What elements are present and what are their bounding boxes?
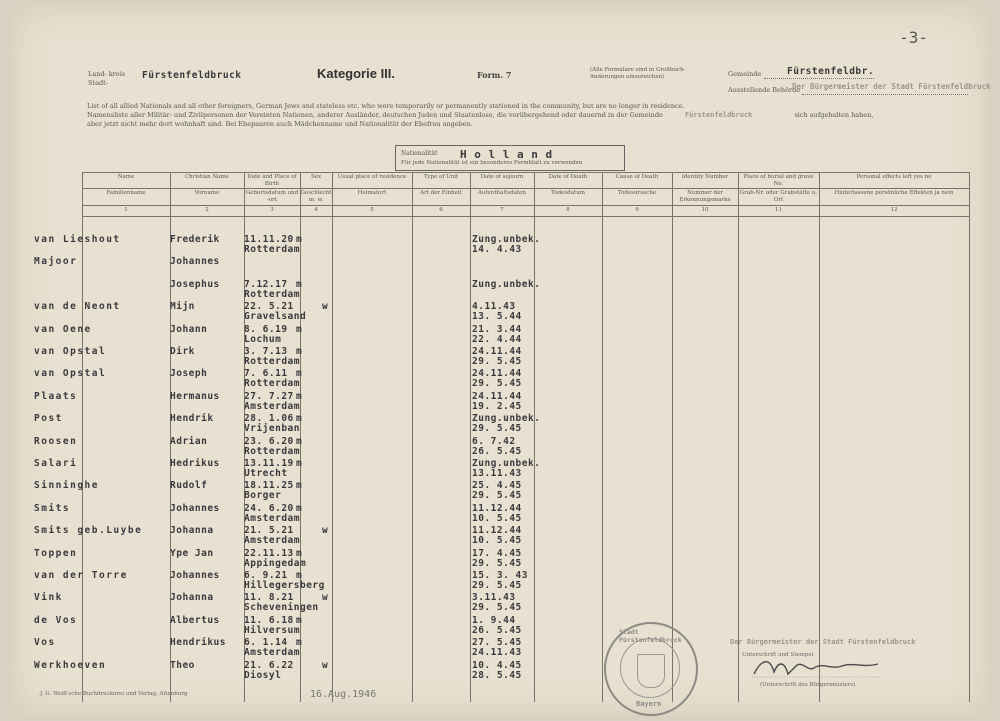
date-stamp: 16.Aug.1946	[310, 689, 377, 700]
column-header-de: Todesursache	[617, 190, 657, 196]
row-sojourn-to: 13. 5.44	[472, 311, 522, 323]
handwritten-signature	[752, 656, 882, 680]
row-sojourn-from: 27. 5.45	[472, 637, 522, 649]
row-first-name: Theo	[170, 659, 195, 671]
row-first-name: Albertus	[170, 614, 220, 626]
table-column-divider	[534, 172, 535, 702]
row-sex: m	[296, 368, 303, 380]
column-header-de: Aufenthaltsdaten	[478, 190, 526, 196]
table-column-divider	[332, 172, 333, 702]
column-header-en: Personal effects left yes no	[856, 174, 932, 180]
row-sojourn-from: Zung.unbek.	[472, 413, 541, 425]
row-sojourn-to: 10. 5.45	[472, 512, 522, 524]
column-header-de: Grab-Nr. oder Grabstätte u. Ort	[739, 190, 818, 203]
nationality-box	[395, 145, 625, 171]
row-family-name: Toppen	[34, 547, 78, 559]
row-sojourn-from: 15. 3. 43	[472, 570, 528, 581]
row-sojourn-from: Zung.unbek.	[472, 234, 541, 245]
form-title: Kategorie III.	[317, 66, 396, 81]
row-family-name: van de Neont	[34, 301, 121, 313]
form-note-1: (Alle Formulare sind in Großbuch-	[590, 67, 686, 73]
row-birth-date: 7.12.17	[244, 278, 288, 290]
row-first-name: Hendrik	[170, 413, 214, 425]
row-sojourn-to: 29. 5.45	[472, 602, 522, 614]
row-birth-place: Rotterdam	[244, 356, 300, 367]
column-header-de: Nummer der Erkennungsmarke	[679, 190, 731, 203]
column-number: 2	[205, 207, 209, 213]
table-column-divider	[470, 172, 471, 702]
row-first-name: Hermanus	[170, 390, 220, 402]
column-header-de: Heimatort	[357, 190, 387, 196]
intro-line-2	[87, 111, 967, 120]
row-first-name: Johanna	[170, 592, 214, 604]
row-birth-date: 11. 6.18	[244, 614, 294, 626]
row-birth-place: Borger	[244, 490, 282, 502]
row-family-name: Sinninghe	[34, 480, 99, 492]
row-first-name: Rudolf	[170, 480, 208, 492]
row-sojourn-from: 17. 4.45	[472, 547, 522, 559]
row-family-name: van der Torre	[34, 570, 128, 581]
row-family-name: van Oene	[34, 323, 92, 335]
row-sojourn-from: 24.11.44	[472, 368, 522, 380]
row-sojourn-from: 1. 9.44	[472, 614, 516, 626]
row-birth-place: Utrecht	[244, 468, 288, 479]
form-note-2: Anderungen einzureichen)	[590, 74, 665, 80]
column-number: 7	[500, 207, 504, 213]
column-header-en: Date and Place of Birth	[247, 174, 297, 187]
row-sojourn-to: 29. 5.45	[472, 490, 522, 502]
row-first-name: Mijn	[170, 301, 195, 313]
intro-line-2-end: sich aufgehalten haben,	[794, 111, 874, 119]
row-sex: w	[322, 525, 329, 537]
row-sex: m	[296, 570, 303, 581]
row-birth-place: Amsterdam	[244, 512, 300, 524]
gemeinde-value: Fürstenfeldbr.	[787, 66, 875, 77]
row-birth-date: 11.11.20	[244, 234, 294, 245]
row-first-name: Hedrikus	[170, 458, 220, 469]
seal-crest-icon	[637, 654, 665, 688]
column-number: 8	[566, 207, 570, 213]
row-sojourn-from: 11.12.44	[472, 525, 522, 537]
row-sojourn-from: 3.11.43	[472, 592, 516, 604]
row-family-name: Smits geb.Luybe	[34, 525, 143, 537]
row-sex: m	[296, 637, 303, 649]
row-birth-place: Gravelsand	[244, 311, 307, 323]
gemeinde-label: Gemeinde	[728, 70, 762, 78]
column-header-de: Geburtsdatum und -ort	[245, 190, 299, 203]
intro-line-3: aber jetzt nicht mehr dort wohnhaft sind. Bei Ehepaaren auch Mädchenname und Nationalität der Ehefrau angeben.	[87, 120, 473, 128]
municipal-seal	[604, 622, 698, 716]
row-birth-place: Scheveningen	[244, 602, 319, 614]
intro-text	[87, 102, 967, 129]
row-first-name: Johanna	[170, 525, 214, 537]
row-family-name: Majoor	[34, 256, 78, 268]
table-column-divider	[738, 172, 739, 702]
row-first-name: Frederik	[170, 234, 220, 245]
row-birth-place: Rotterdam	[244, 288, 300, 300]
row-sex: m	[296, 435, 303, 447]
table-column-divider	[819, 172, 820, 702]
nationality-sub: Für jede Nationalität ist ein besonderes Formblatt zu verwenden	[401, 160, 583, 166]
row-sojourn-to: 26. 5.45	[472, 445, 522, 457]
row-sex: w	[322, 659, 329, 671]
row-family-name: Plaats	[34, 390, 78, 402]
row-sojourn-to: 13.11.43	[472, 468, 522, 479]
row-family-name: Werkhoeven	[34, 659, 107, 671]
row-first-name: Johannes	[170, 502, 220, 514]
row-birth-date: 23. 6.20	[244, 435, 294, 447]
table-column-divider	[969, 172, 970, 702]
row-birth-date: 24. 6.20	[244, 502, 294, 514]
row-birth-place: Appingedam	[244, 557, 307, 569]
row-birth-date: 6. 9.21	[244, 570, 288, 581]
row-sojourn-from: 10. 4.45	[472, 659, 522, 671]
column-header-en: Date of Death	[548, 174, 588, 180]
row-birth-place: Rotterdam	[244, 244, 300, 255]
column-header-de: Todesdatum	[551, 190, 585, 196]
row-sojourn-to: 10. 5.45	[472, 535, 522, 547]
signature-sub: Unterschrift und Stempel	[742, 652, 814, 658]
row-birth-place: Rotterdam	[244, 445, 300, 457]
row-birth-date: 27. 7.27	[244, 390, 294, 402]
row-family-name: van Opstal	[34, 368, 107, 380]
seal-bottom-text: Bayern	[636, 700, 662, 708]
row-first-name: Hendrikus	[170, 637, 226, 649]
row-birth-place: Lochum	[244, 333, 282, 345]
row-sojourn-from: 11.12.44	[472, 502, 522, 514]
row-birth-place: Vrijenban	[244, 423, 300, 435]
row-family-name: van Lieshout	[34, 234, 121, 245]
column-header-en: Name	[117, 174, 135, 180]
column-header-en: Date of sojourn	[480, 174, 524, 180]
row-birth-date: 7. 6.11	[244, 368, 288, 380]
row-birth-place: Rotterdam	[244, 378, 300, 390]
row-birth-date: 3. 7.13	[244, 346, 288, 357]
row-family-name: van Opstal	[34, 346, 107, 357]
column-number: 10	[701, 207, 709, 213]
gemeinde-line	[764, 78, 874, 79]
row-family-name: Vos	[34, 637, 56, 649]
column-header-en: Cause of Death	[615, 174, 659, 180]
row-sojourn-to: 29. 5.45	[472, 557, 522, 569]
column-header-en: Identity Number	[681, 174, 729, 180]
printer-imprint: J. G. Weiß'sche Buchdruckerei und Verlag, Altenburg	[40, 691, 188, 697]
column-number: 5	[370, 207, 374, 213]
behoerde-label: Ausstellende Behörde	[728, 86, 801, 94]
row-birth-date: 22.11.13	[244, 547, 294, 559]
row-sojourn-to: 29. 5.45	[472, 378, 522, 390]
stadtkreis-label: Stadt-	[88, 79, 108, 87]
row-sex: m	[296, 346, 303, 357]
row-first-name: Joseph	[170, 368, 208, 380]
intro-line-2-value: Fürstenfeldbruck	[684, 111, 753, 119]
landkreis-label: Land- kreis	[88, 70, 126, 78]
column-number: 11	[775, 207, 782, 213]
column-number: 4	[314, 207, 318, 213]
signature-title: Der Bürgermeister der Stadt Fürstenfeldbruck	[730, 638, 916, 646]
column-header-en: Sex	[310, 174, 322, 180]
row-sex: m	[296, 502, 303, 514]
column-number: 1	[124, 207, 128, 213]
row-sex: w	[322, 592, 329, 604]
row-sex: m	[296, 278, 303, 290]
row-first-name: Johann	[170, 323, 208, 335]
table-column-divider	[672, 172, 673, 702]
row-birth-place: Amsterdam	[244, 535, 300, 547]
column-header-de: Hinterlassene persönliche Effekten ja nein	[834, 190, 954, 196]
row-sex: m	[296, 323, 303, 335]
row-sojourn-from: 21. 3.44	[472, 323, 522, 335]
row-sojourn-to: 19. 2.45	[472, 400, 522, 412]
column-header-en: Christian Name	[184, 174, 230, 180]
row-sex: m	[296, 234, 303, 245]
row-birth-place: Hillegersberg	[244, 580, 325, 591]
row-birth-date: 11. 8.21	[244, 592, 294, 604]
row-family-name: de Vos	[34, 614, 78, 626]
row-sojourn-from: 25. 4.45	[472, 480, 522, 492]
row-birth-date: 8. 6.19	[244, 323, 288, 335]
row-sojourn-to: 28. 5.45	[472, 669, 522, 681]
column-number: 6	[439, 207, 443, 213]
column-header-en: Type of Unit	[423, 174, 459, 180]
row-sojourn-to: 14. 4.43	[472, 244, 522, 255]
row-sojourn-from: Zung.unbek.	[472, 458, 541, 469]
row-sojourn-to: 22. 4.44	[472, 333, 522, 345]
table-header-divider	[82, 188, 969, 189]
table-header-divider	[82, 172, 969, 173]
table-column-divider	[602, 172, 603, 702]
row-sojourn-from: 6. 7.42	[472, 435, 516, 447]
row-birth-date: 22. 5.21	[244, 301, 294, 313]
row-sex: m	[296, 390, 303, 402]
row-birth-place: Amsterdam	[244, 647, 300, 659]
table-header-divider	[82, 216, 969, 217]
row-sojourn-to: 24.11.43	[472, 647, 522, 659]
row-first-name: Josephus	[170, 278, 220, 290]
row-sojourn-to: 29. 5.45	[472, 580, 522, 591]
form-number: Form. 7	[477, 70, 512, 80]
row-family-name: Smits	[34, 502, 71, 514]
behoerde-line	[802, 94, 968, 95]
row-first-name: Adrian	[170, 435, 208, 447]
landkreis-value: Fürstenfeldbruck	[142, 70, 242, 81]
table-column-divider	[412, 172, 413, 702]
row-birth-place: Diosyl	[244, 669, 282, 681]
row-sex: m	[296, 614, 303, 626]
column-number: 3	[270, 207, 274, 213]
document-sheet	[12, 6, 991, 715]
row-birth-date: 18.11.25	[244, 480, 294, 492]
row-sojourn-from: 4.11.43	[472, 301, 516, 313]
row-sojourn-to: 29. 5.45	[472, 356, 522, 367]
row-birth-date: 28. 1.06	[244, 413, 294, 425]
column-header-de: Vorname	[194, 190, 220, 196]
column-header-en: Place of burial and grave No.	[743, 174, 814, 187]
row-first-name: Ype Jan	[170, 547, 214, 559]
nationality-value: H o l l a n d	[460, 148, 553, 161]
row-family-name: Post	[34, 413, 63, 425]
row-birth-date: 21. 5.21	[244, 525, 294, 537]
intro-line-1: List of all allied Nationals and all other foreigners, German Jews and stateless etc. who were temporarily or permanently stationed in the community, but are no longer in residence.	[87, 102, 685, 110]
row-family-name: Vink	[34, 592, 63, 604]
row-first-name: Dirk	[170, 346, 195, 357]
row-sex: m	[296, 547, 303, 559]
row-sex: w	[322, 301, 329, 313]
row-birth-place: Amsterdam	[244, 400, 300, 412]
row-sojourn-to: 29. 5.45	[472, 423, 522, 435]
row-first-name: Johannes	[170, 570, 220, 581]
row-birth-date: 13.11.19	[244, 458, 294, 469]
column-header-de: Familienname	[106, 190, 146, 196]
row-sex: m	[296, 458, 303, 469]
row-sojourn-from: 24.11.44	[472, 390, 522, 402]
row-birth-place: Hilversum	[244, 624, 300, 636]
seal-top-text: Stadt Fürstenfeldbruck	[619, 628, 682, 644]
row-birth-date: 21. 6.22	[244, 659, 294, 671]
column-header-de: Art der Einheit	[420, 190, 462, 196]
column-header-en: Usual place of residence	[337, 174, 407, 180]
row-sojourn-from: Zung.unbek.	[472, 278, 541, 290]
column-header-de: Geschlecht m. w.	[300, 190, 332, 203]
table-header-divider	[82, 205, 969, 206]
column-number: 12	[890, 207, 898, 213]
row-sex: m	[296, 480, 303, 492]
row-sojourn-from: 24.11.44	[472, 346, 522, 357]
behoerde-value: Der Bürgermeister der Stadt Fürstenfeldbruck	[792, 82, 991, 91]
page-number-mark: -3-	[899, 28, 928, 47]
row-sojourn-to: 26. 5.45	[472, 624, 522, 636]
signature-sub-2: (Unterschrift des Bürgermeisters)	[760, 682, 856, 688]
row-first-name: Johannes	[170, 256, 220, 268]
row-family-name: Salari	[34, 458, 78, 469]
row-birth-date: 6. 1.14	[244, 637, 288, 649]
row-sex: m	[296, 413, 303, 425]
intro-line-2-text: Namensliste aller Militär- und Zivilpersonen der Vereinten Nationen, anderer Ausländer, deutschen Juden und Staatenlose, die vorübergehend oder dauernd in der Gemeinde	[87, 111, 663, 119]
nationality-label: Nationalität	[401, 150, 438, 157]
table-column-divider	[82, 172, 83, 702]
row-family-name: Roosen	[34, 435, 78, 447]
column-number: 9	[635, 207, 639, 213]
